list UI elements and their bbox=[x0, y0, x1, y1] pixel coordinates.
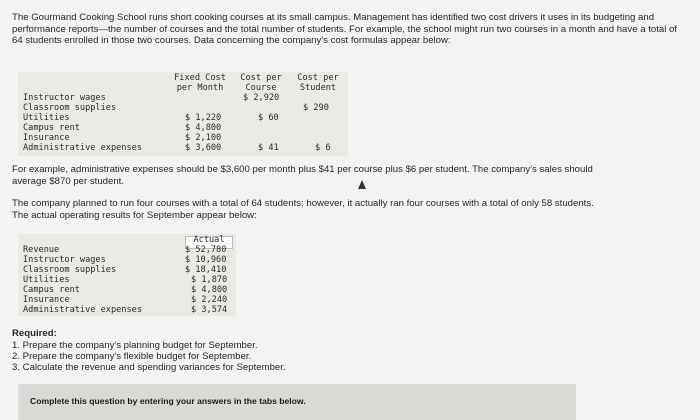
cost-row-course: $ 41 bbox=[258, 143, 279, 153]
actual-row-label: Revenue bbox=[23, 245, 60, 255]
student-cost-header-1: Cost per bbox=[297, 73, 339, 83]
cost-row-fixed: $ 1,220 bbox=[185, 113, 222, 123]
actual-row-label: Instructor wages bbox=[23, 255, 106, 265]
cost-row-label: Administrative expenses bbox=[23, 143, 142, 153]
mouse-cursor-icon bbox=[358, 180, 366, 189]
actual-row-label: Administrative expenses bbox=[23, 305, 142, 315]
required-item: 1. Prepare the company's planning budget for September. bbox=[12, 340, 258, 351]
cost-row-label: Instructor wages bbox=[23, 93, 106, 103]
cost-row-course: $ 2,920 bbox=[243, 93, 280, 103]
cost-row-label: Classroom supplies bbox=[23, 103, 117, 113]
cost-row-fixed: $ 3,600 bbox=[185, 143, 222, 153]
actual-row-label: Utilities bbox=[23, 275, 70, 285]
cost-row-label: Utilities bbox=[23, 113, 70, 123]
fixed-cost-header-1: Fixed Cost bbox=[174, 73, 226, 83]
required-title: Required: bbox=[12, 328, 57, 339]
actual-row-value: $ 4,800 bbox=[191, 285, 228, 295]
required-item: 3. Calculate the revenue and spending variances for September. bbox=[12, 362, 286, 373]
fixed-cost-header-2: per Month bbox=[176, 83, 224, 93]
actual-row-value: $ 2,240 bbox=[191, 295, 228, 305]
cost-row-label: Insurance bbox=[23, 133, 70, 143]
actual-row-value: $ 52,780 bbox=[185, 245, 227, 255]
cost-row-fixed: $ 4,800 bbox=[185, 123, 222, 133]
actual-row-label: Classroom supplies bbox=[23, 265, 117, 275]
actual-row-value: $ 18,410 bbox=[185, 265, 227, 275]
planned-paragraph: The company planned to run four courses with a total of 64 students; however, it actually ran four courses with a total of only 58 students. The actual operating results for September appear below: bbox=[12, 198, 594, 221]
instructions-banner bbox=[18, 384, 576, 420]
instructions-text: Complete this question by entering your answers in the tabs below. bbox=[30, 396, 306, 406]
student-cost-header-2: Student bbox=[299, 83, 337, 93]
cost-row-fixed: $ 2,100 bbox=[185, 133, 222, 143]
actual-row-value: $ 10,960 bbox=[185, 255, 227, 265]
cost-row-student: $ 6 bbox=[315, 143, 331, 153]
course-cost-header-2: Course bbox=[245, 83, 277, 93]
actual-row-label: Insurance bbox=[23, 295, 70, 305]
cost-row-student: $ 290 bbox=[303, 103, 329, 113]
actual-header: Actual bbox=[193, 235, 225, 245]
actual-row-value: $ 1,870 bbox=[191, 275, 228, 285]
cost-row-label: Campus rent bbox=[23, 123, 80, 133]
intro-paragraph: The Gourmand Cooking School runs short cooking courses at its small campus. Management has identified two cost drivers it uses in its budgeting and performance reports—the number of courses and the total number of students. For example, the school might run two courses in a month and have a total of 64 students enrolled in those two courses. Data concerning the company's cost formulas appear below: bbox=[12, 12, 677, 47]
example-paragraph: For example, administrative expenses should be $3,600 per month plus $41 per course plus $6 per student. The company's sales should average $870 per student. bbox=[12, 164, 593, 187]
required-item: 2. Prepare the company's flexible budget for September. bbox=[12, 351, 252, 362]
actual-row-label: Campus rent bbox=[23, 285, 80, 295]
course-cost-header-1: Cost per bbox=[240, 73, 282, 83]
cost-row-course: $ 60 bbox=[258, 113, 279, 123]
actual-row-value: $ 3,574 bbox=[191, 305, 228, 315]
